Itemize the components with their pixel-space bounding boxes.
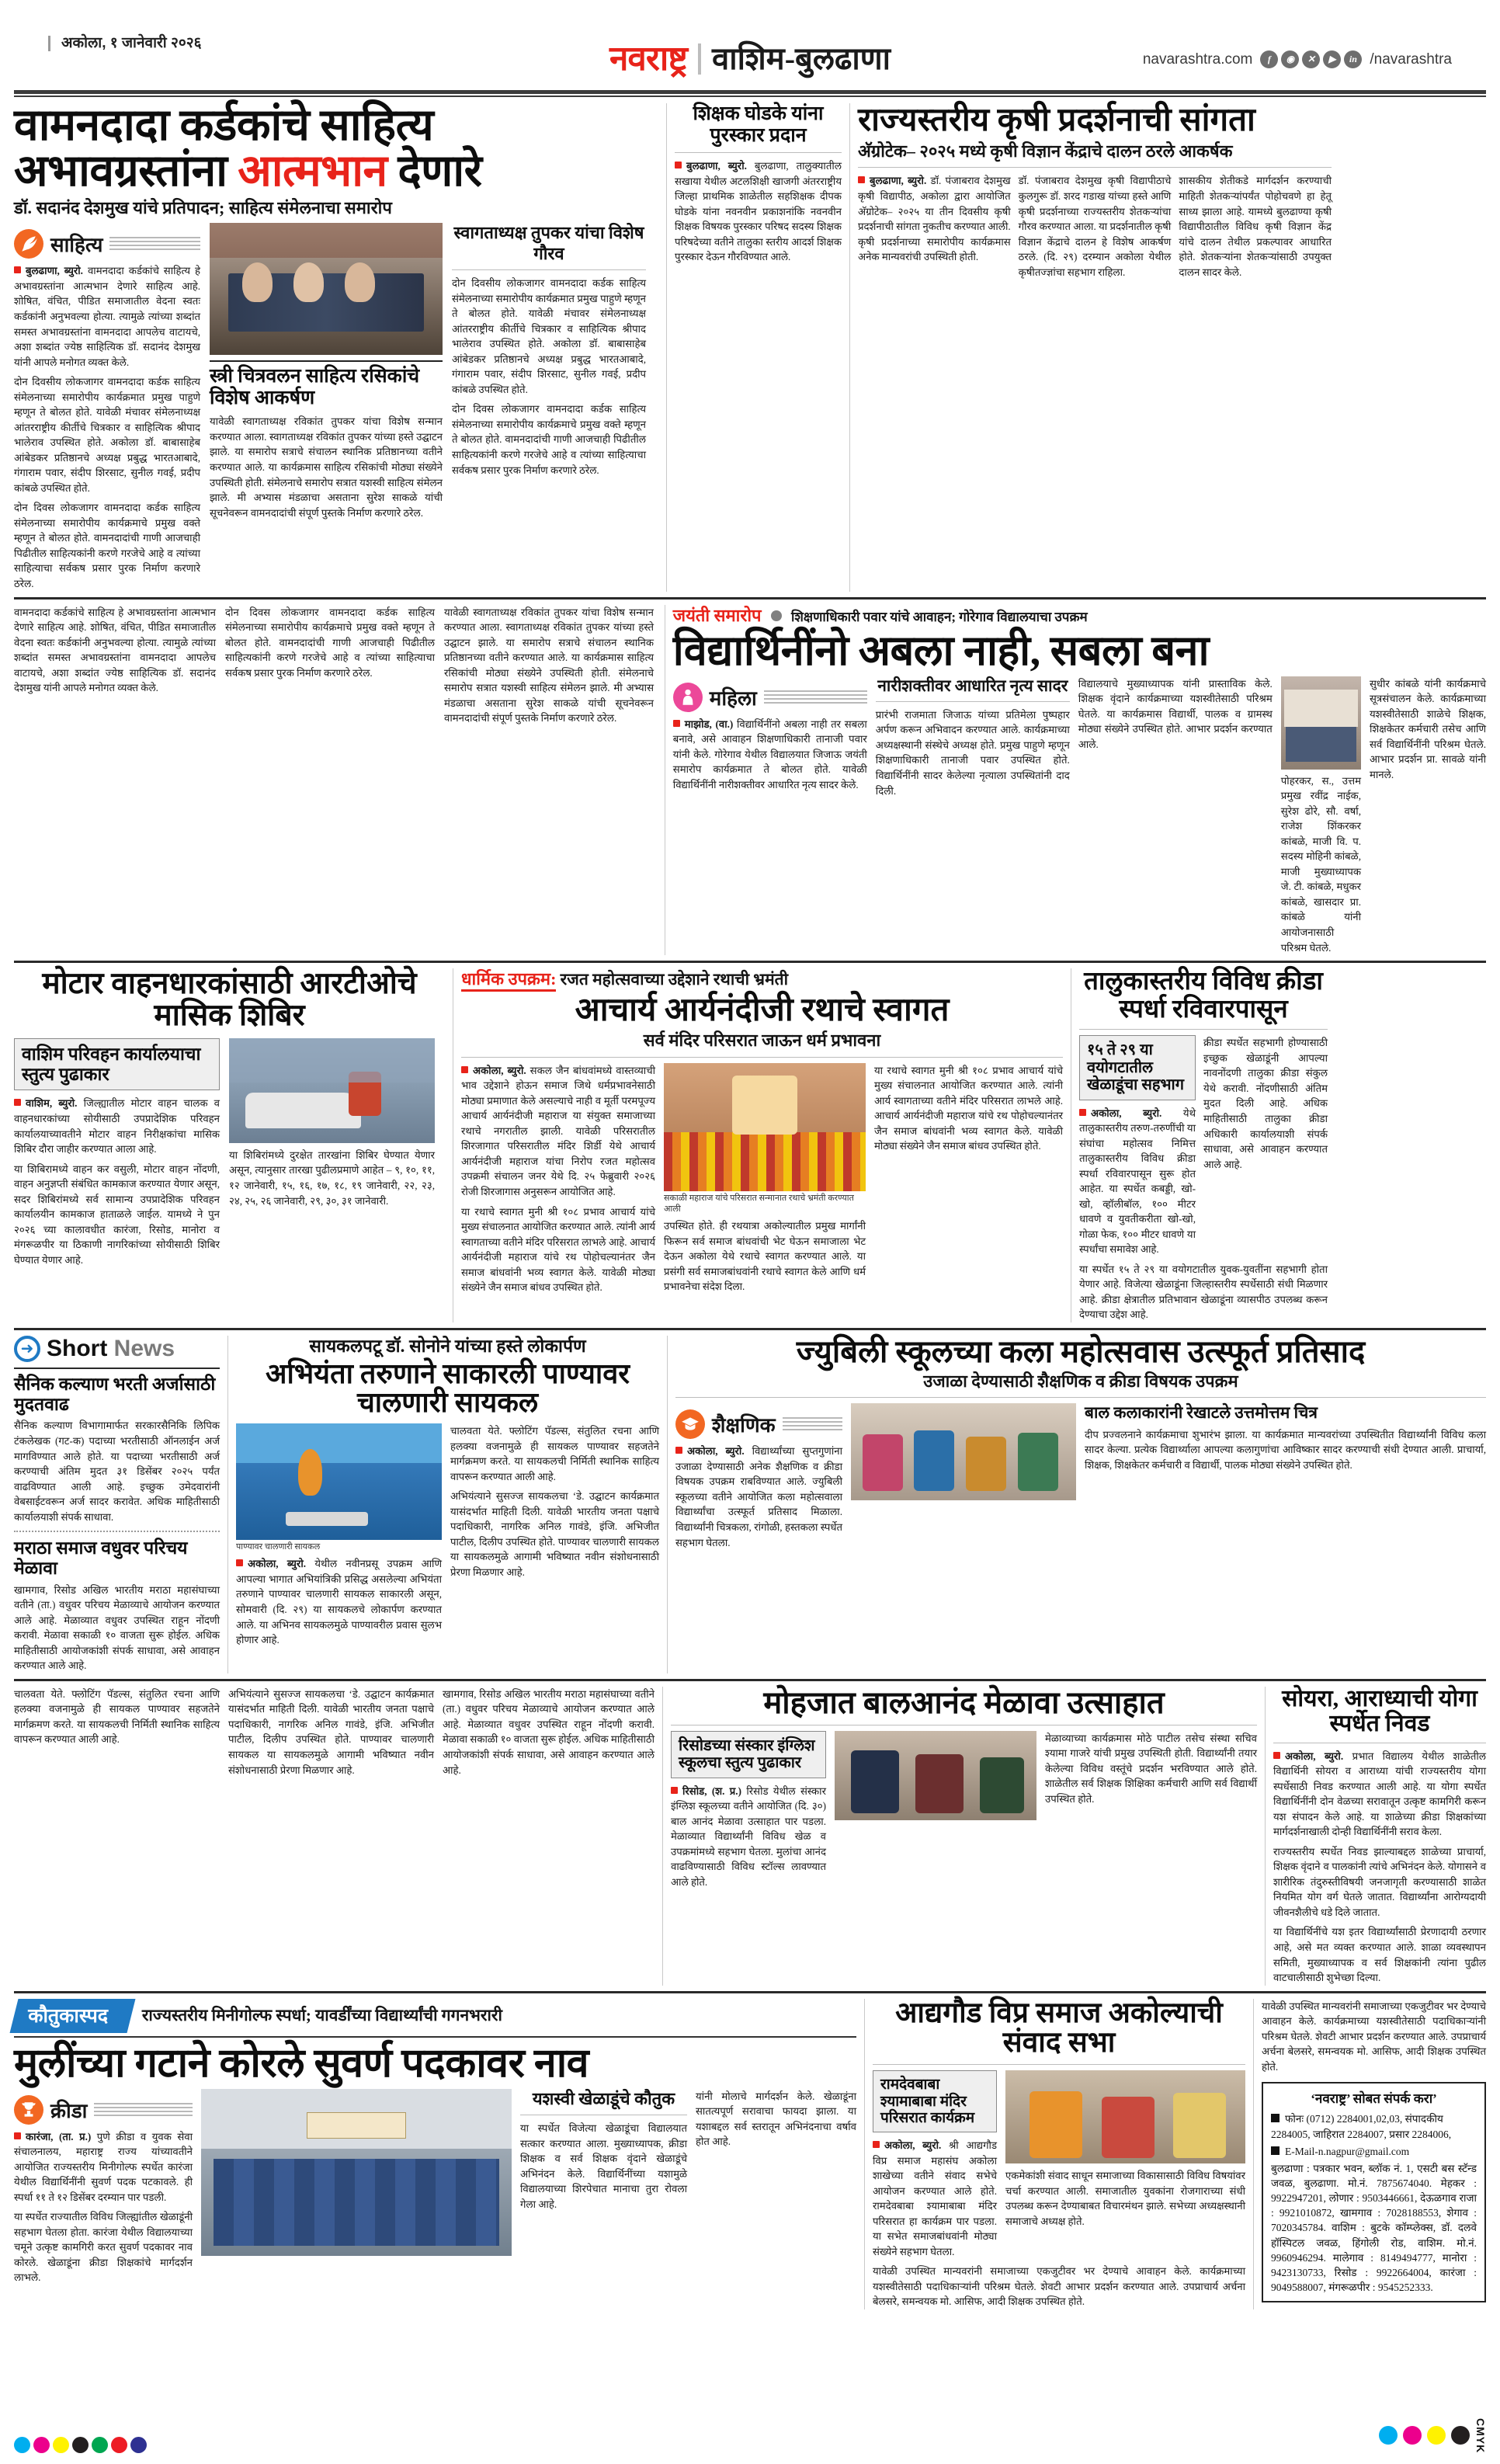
lead-headline-part-a: अभावग्रस्तांना	[14, 147, 238, 196]
mohjat-boxhead-text: रिसोडच्या संस्कार इंग्लिश स्कूलचा स्तुत्य पुढाकार	[679, 1736, 815, 1772]
taluka-body-1-text: येथे तालुकास्तरीय तरुण-तरुणींची या संघांचा महोत्सव निमित्त तालुकास्तरीय विविध क्रीडा स्पर्धा रविवारपासून सुरू होत आहेत. या स्पर्धेत कबड्डी, खो-खो, व्हॉलीबॉल, १०० मीटर धावणे व युवतीकरीता खो-खो, गोळा फेक, १०० मीटर धावणे या स्पर्धांचा समावेश आहे.	[1079, 1107, 1196, 1256]
adigaud-body-1	[873, 2138, 997, 2259]
sabla-headline: विद्यार्थिनींनो अबला नाही, सबला बना	[672, 627, 1210, 674]
x-twitter-icon[interactable]: ✕	[1302, 50, 1320, 68]
rath-body-right	[874, 1063, 1063, 1295]
rath-body-left-2: या रथाचे स्वागत मुनी श्री १०८ प्रभाव आचार्य यांचे मुख्य संचालनात आयोजित करण्यात आले. त्यांनी आर्य स्वागताच्या वतीने मंदिर परिसरात लाभले आहे. आचार्य आर्यनंदीजी महाराज यांचे रथ पोहोचल्यानंतर जैन समाज बांधवांनी भव्य स्वागत केले. यावेळी मोठ्या संख्येने जैन समाज बांधव उपस्थित होते.	[461, 1205, 655, 1294]
top-right-1-dateline: बुलढाणा, ब्युरो.	[675, 160, 747, 172]
jubilee-body-text: विद्यार्थ्यांच्या सुप्तगुणांना उजाळा देण्यासाठी अनेक शैक्षणिक व क्रीडा विषयक उपक्रम राबविण्यात आले. ज्युबिली स्कूलच्या वतीने आयोजित कला महोत्सवाला विद्यार्थ्यांचा उत्स्फूर्त प्रतिसाद मिळाला. विद्यार्थ्यांनी चित्रकला, रांगोळी, हस्तकला स्पर्धेत सहभाग घेतला.	[675, 1445, 842, 1548]
section-label-mahila: महिला	[709, 686, 757, 710]
adigaud-article	[873, 1999, 1245, 2309]
section-label-krida: क्रीडा	[50, 2099, 88, 2122]
badge-lines	[109, 237, 200, 251]
rath-subhead: सर्व मंदिर परिसरात जाऊन धर्म प्रभावना	[643, 1030, 881, 1051]
dot-separator-icon	[771, 610, 782, 621]
rath-tag: धार्मिक उपक्रम:	[461, 969, 556, 992]
cmyk-label: CMYK	[1474, 2417, 1487, 2453]
arrow-circle-icon	[14, 1336, 40, 1362]
section-label: साहित्य	[50, 234, 103, 257]
sabla-photo-col	[1281, 676, 1361, 955]
black-dot	[1451, 2426, 1470, 2445]
fifth-band	[14, 1684, 1486, 1986]
rath-kicker-row	[461, 968, 1063, 990]
cycle-photo	[236, 1423, 442, 1540]
taluka-left	[1079, 1035, 1196, 1256]
soyara-dateline: अकोला, ब्युरो.	[1273, 1750, 1343, 1762]
short-news-2-head: मराठा समाज वधुवर परिचय मेळावा	[14, 1538, 188, 1578]
short-news-title	[47, 1336, 175, 1362]
rto-left	[14, 1038, 220, 1267]
cycle-kicker: सायकलपटू डॉ. सोनोने यांच्या हस्ते लोकार्पण	[309, 1336, 586, 1356]
edition-name: वाशिम-बुलढाणा	[711, 41, 891, 76]
lead-continuation	[14, 605, 657, 956]
sabla-body-3: विद्यालयाचे मुख्याध्यापक यांनी प्रास्ताविक केले. शिक्षक वृंदाने कार्यक्रमाच्या यशस्वीतेसाठी परिश्रम घेतले. या कार्यक्रमास विद्यार्थी, पालक व ग्रामस्थ मोठ्या संख्येने उपस्थित होते. आभार प्रदर्शन करण्यात आले.	[1078, 677, 1273, 750]
lead-headline-part-b: देणारे	[387, 147, 482, 196]
lead-third-body: दोन दिवसीय लोकजागर वामनदादा कर्डक साहित्य संमेलनाच्या समारोपीय कार्यक्रमात प्रमुख पाहुणे म्हणून ते बोलत होते. यावेळी मंचावर संमेलनाध्यक्ष आंतरराष्ट्रीय कीर्तीचे चित्रकार व साहित्यिक श्रीपाद भालेराव उपस्थित होते. अकोला डॉ. बाबासाहेब आंबेडकर प्रतिष्ठानचे अध्यक्ष प्रबुद्ध भारतआबादे, गंगाराम पवार, संदीप शिरसाट, सुनील गवई, प्रदीप कांबळे उपस्थित होते.	[452, 277, 646, 395]
masthead-links	[1143, 50, 1452, 68]
fourth-band	[14, 1333, 1486, 1673]
adigaud-right	[1005, 2070, 1245, 2259]
jubilee-caption-body: दीप प्रज्वलनाने कार्यक्रमाचा शुभारंभ झाला. या कार्यक्रमात मान्यवरांच्या उपस्थितीत विद्यार्थ्यांनी विविध कला सादर केल्या. प्रत्येक विद्यार्थ्याला आपल्या कलागुणांचा आविष्कार सादर करण्याची संधी देण्यात आली. प्राचार्या, शिक्षक, शिक्षकेतर कर्मचारी व विद्यार्थी, पालक मोठ्या संख्येने उपस्थित होते.	[1085, 1428, 1486, 1471]
graduation-cap-icon	[675, 1409, 705, 1439]
jubilee-body	[675, 1444, 842, 1550]
adigaud-body-3: यावेळी उपस्थित मान्यवरांनी समाजाच्या एकजुटीवर भर देण्याचे आवाहन केले. कार्यक्रमाच्या यशस्वीतेसाठी पदाधिकाऱ्यांनी परिश्रम घेतले. शेवटी आभार प्रदर्शन करण्यात आले. उपप्राचार्य अर्चना बेलसरे, समन्वयक मो. आसिफ, आदी शिक्षक उपस्थित होते.	[873, 2265, 1245, 2308]
rath-headline: आचार्य आर्यनंदीजी रथाचे स्वागत	[575, 992, 950, 1029]
lead-body-text-1: वामनदादा कर्डकांचे साहित्य हे अभावग्रस्तांना आत्मभान देणारे साहित्य आहे. शोषित, वंचित, पीडित समाजातील वेदना स्वतः कर्डकांनी अनुभवल्या होत्या. त्यामुळे त्यांच्या शब्दांत समस्त अभावग्रस्तांना वामनदादा आपलेच वाटायचे, अशा शब्दांत ज्येष्ठ साहित्यिक डॉ. सदानंद देशमुख यांनी आपले मनोगत व्यक्त केले.	[14, 265, 200, 368]
soyara-body-3: या विद्यार्थिनींचे यश इतर विद्यार्थ्यांसाठी प्रेरणादायी ठरणार आहे, असे मत व्यक्त करण्यात आले. शाळा व्यवस्थापन समिती, मुख्याध्यापक व सर्व शिक्षकांनी त्यांना पुढील वाटचालीसाठी शुभेच्छा दिल्या.	[1273, 1926, 1486, 1984]
badge-lines-mahila	[764, 690, 867, 704]
jubilee-photo-col	[851, 1403, 1076, 1550]
agro-col-1-text: डॉ. पंजाबराव देशमुख कृषी विद्यापीठ, अकोला द्वारा आयोजित अ‍ॅग्रोटेक– २०२५ या तीन दिवसीय कृषी प्रदर्शनाची सांगता नुकतीच करण्यात आली. कृषी प्रदर्शनाच्या समारोपीय कार्यक्रमास अनेक मान्यवरांची उपस्थिती होती.	[858, 175, 1011, 263]
lead-subhead: डॉ. सदानंद देशमुख यांचे प्रतिपादन; साहित्य संमेलनाचा समारोप	[14, 198, 392, 217]
third-band	[14, 968, 1486, 1322]
contact-email[interactable]: E-Mail-n.nagpur@gmail.com	[1271, 2144, 1477, 2159]
taluka-article	[1079, 968, 1328, 1322]
feather-icon	[14, 229, 43, 259]
soyara-headline: सोयरा, आराध्याची योगा स्पर्धेत निवड	[1282, 1685, 1477, 1737]
golf-caption-col	[520, 2089, 687, 2285]
mohjat-body-2: मेळाव्याच्या कार्यक्रमास मोठे पाटील तसेच संस्था सचिव श्यामा गाजरे यांची प्रमुख उपस्थिती होती. विद्यार्थ्यांनी तयार केलेल्या विविध वस्तूंचे प्रदर्शन भरविण्यात आले होते. शाळेतील सर्व शिक्षक शिक्षिका कर्मचारी आणि सर्व विद्यार्थी उपस्थित होते.	[1045, 1732, 1257, 1805]
jubilee-left	[675, 1403, 842, 1550]
top-band	[14, 103, 1486, 592]
lead-body-3: दोन दिवस लोकजागर वामनदादा कर्डक साहित्य संमेलनाच्या समारोपीय कार्यक्रमाचे प्रमुख वक्ते म्हणून ते बोलत होते. वामनदादांची गाणी आजचाही पिढीतील साहित्यकांनी करणे गरजेचे आहे व त्यांच्या साहित्याचा सर्वकष प्रसार पुरक निर्माण करणारे ठरेल.	[14, 502, 200, 590]
taluka-body-2-text: क्रीडा स्पर्धेत सहभागी होण्यासाठी इच्छुक खेळाडूंनी आपल्या नावनोंदणी तालुका क्रीडा संकुल येथे करावी. नोंदणीसाठी अंतिम मुदत दिली आहे. अधिक माहितीसाठी तालुका क्रीडा अधिकारी कार्यालयाशी संपर्क साधावा, असे आवाहन करण्यात आले आहे.	[1203, 1037, 1328, 1170]
golf-tag-badge	[10, 1999, 136, 2033]
sabla-article	[673, 605, 1486, 956]
golf-dateline: कारंजा, (ता. प्र.)	[14, 2131, 91, 2143]
jubilee-caption-head: बाल कलाकारांनी रेखाटले उत्तमोत्तम चित्र	[1085, 1403, 1318, 1423]
cycle-body-1-text: येथील नवीनप्रसू उपक्रम आणि आपल्या भागात अभियांत्रिकी प्रसिद्ध असलेल्या अभियंता तरुणाने पाण्यावर चालणारी सायकल साकारली असून, सोमवारी (दि. २९) या सायकलचे लोकार्पण करण्यात आले. या अभिनव सायकलमुळे पाण्यावरील प्रवास सुलभ होणार आहे.	[236, 1558, 443, 1646]
mohjat-dateline: रिसोड, (श. प्र.)	[671, 1785, 741, 1797]
top-right-1-headline: शिक्षक घोडके यांना पुरस्कार प्रदान	[693, 103, 824, 146]
top-right-1-text: बुलढाणा, तालुक्यातील सखाया येथील अटलशिक्षी खाजगी अंतरराष्ट्रीय जिल्हा प्राथमिक शाळेतील सहशिक्षक दीपक घोडके यांना नवनवीन प्रकाशनांकि नवनवीन शिक्षक विषयक पुरस्कार परिषद सदस्य शिक्षक परिषदेच्या वतीने तालुका स्तरीय आदर्श शिक्षक पुरस्कार देऊन गौरविण्यात आले.	[675, 160, 842, 263]
jubilee-subhead: उजाळा देण्यासाठी शैक्षणिक व क्रीडा विषयक उपक्रम	[923, 1371, 1238, 1391]
facebook-icon[interactable]: f	[1260, 50, 1278, 68]
linkedin-icon[interactable]: in	[1344, 50, 1362, 68]
lead-third-body-2: दोन दिवस लोकजागर वामनदादा कर्डक साहित्य संमेलनाच्या समारोपीय कार्यक्रमाचे प्रमुख वक्ते म्हणून ते बोलत होते. वामनदादांची गाणी आजचाही पिढीतील साहित्यकांनी करणे गरजेचे आहे व त्यांच्या साहित्याचा सर्वकष प्रसार पुरक निर्माण करणारे ठरेल.	[452, 403, 646, 476]
trophy-icon	[14, 2095, 43, 2125]
sabla-tag: जयंती समारोप	[672, 605, 762, 625]
rto-body-1-text: जिल्ह्यातील मोटार वाहन चालक व वाहनधारकांच्या सोयीसाठी उपप्रादेशिक परिवहन कार्यालयाच्यावतीने मोटार वाहन निरीक्षकांचा मासिक शिबिर दौरा जाहीर करण्यात आला आहे.	[14, 1097, 220, 1156]
mohjat-body-1	[671, 1784, 826, 1890]
rath-dateline: अकोला, ब्युरो.	[461, 1065, 526, 1076]
short-news-2-body: खामगाव, रिसोड अखिल भारतीय मराठा महासंघाच्या वतीने (ता.) वधुवर परिचय मेळाव्याचे आयोजन करण्यात आले आहे. मेळाव्यात वधुवर उपस्थित राहून नोंदणी करावी. मेळावा सकाळी १० वाजता सुरू होईल. अधिक माहितीसाठी आयोजकांशी संपर्क साधावा, असे आवाहन करण्यात आले आहे.	[14, 1583, 220, 1672]
band-divider-4	[14, 1679, 1486, 1681]
lead-headline-line1: वामनदादा कर्डकांचे साहित्य	[14, 101, 434, 150]
short-news-item[interactable]	[14, 1538, 220, 1673]
lead-photo-caption: स्वागताध्यक्ष तुपकर यांचा विशेष गौरव	[453, 223, 644, 263]
rath-photo	[664, 1063, 866, 1191]
taluka-headline: तालुकास्तरीय विविध क्रीडा स्पर्धा रविवारपासून	[1084, 968, 1323, 1023]
lead-cont-2: दोन दिवस लोकजागर वामनदादा कर्डक साहित्य संमेलनाच्या समारोपीय कार्यक्रमाचे प्रमुख वक्ते म्हणून ते बोलत होते. वामनदादांची गाणी आजचाही पिढीतील साहित्यकांनी करणे गरजेचे आहे व त्यांच्या साहित्याचा सर्वकष प्रसार पुरक निर्माण करणारे ठरेल.	[225, 606, 435, 679]
taluka-body-2	[1203, 1035, 1328, 1256]
short-news-item[interactable]	[14, 1374, 220, 1524]
second-band	[14, 605, 1486, 956]
cycle-dateline: अकोला, ब्युरो.	[236, 1558, 306, 1569]
taluka-body-3: या स्पर्धेत १५ ते २९ या वयोगटातील युवक-युवतींना सहभागी होता येणार आहे. विजेत्या खेळाडूंना जिल्हास्तरीय स्पर्धेसाठी संधी मिळणार आहे. क्रीडा क्षेत्रातील प्रतिभावान खेळाडूंना व्यासपीठ उपलब्ध करून देण्याचा उद्देश आहे.	[1079, 1263, 1328, 1321]
cycle-body-2: चालवता येते. फ्लोटिंग पॅडल्स, संतुलित रचना आणि हलक्या वजनामुळे ही सायकल पाण्यावर सहजतेने मार्गक्रमण करते. या सायकलची निर्मिती स्थानिक साहित्य वापरून करण्यात आली आहे.	[450, 1425, 659, 1482]
sabla-body-4: पोहरकर, स., उत्तम प्रमुख रवींद्र नाईक, सुरेश ढोरे, सौ. वर्षा, राजेश शिंकरकर कांबळे, माजी वि. प. सदस्य मोहिनी कांबळे, माजी मुख्याध्यापक जे. टी. कांबळे, मधुकर कांबळे, खासदार प्रा. कांबळे यांनी आयोजनासाठी परिश्रम घेतले.	[1280, 774, 1361, 954]
badge-lines-shaikshanik	[783, 1417, 842, 1431]
cyan-dot	[1379, 2426, 1398, 2445]
cycle-body-1	[236, 1556, 442, 1647]
golf-kicker: राज्यस्तरीय मिनीगोल्फ स्पर्धा; यावर्डींच्या विद्यार्थ्यांची गगनभरारी	[141, 2006, 502, 2025]
website-url[interactable]: navarashtra.com	[1142, 50, 1253, 68]
short-news-header	[14, 1336, 220, 1362]
adigaud-left	[873, 2070, 997, 2259]
sabla-kicker: शिक्षणाधिकारी पवार यांचे आवाहन; गोरेगाव विद्यालयाचा उपक्रम	[791, 609, 1088, 624]
fifth-filler-1: चालवता येते. फ्लोटिंग पॅडल्स, संतुलित रचना आणि हलक्या वजनामुळे ही सायकल पाण्यावर सहजतेने मार्गक्रमण करते. या सायकलची निर्मिती स्थानिक साहित्य वापरून करण्यात आली आहे.	[14, 1687, 220, 1746]
section-badge-krida[interactable]	[14, 2095, 193, 2125]
lead-third-col	[452, 223, 646, 591]
lead-dateline: बुलढाणा, ब्युरो.	[14, 265, 83, 276]
adigaud-dateline: अकोला, ब्युरो.	[873, 2139, 941, 2151]
social-handle[interactable]: /navarashtra	[1370, 50, 1452, 68]
jubilee-photo	[851, 1403, 1076, 1500]
contact-title: ‘नवराष्ट्र’ सोबत संपर्क करा’	[1311, 2091, 1437, 2107]
sabla-subhead: नारीशक्तीवर आधारित नृत्य सादर	[877, 676, 1068, 695]
section-badge-mahila[interactable]	[673, 683, 867, 712]
rto-boxhead	[14, 1038, 220, 1091]
cycle-headline: अभियंता तरुणाने साकारली पाण्यावर चालणारी सायकल	[266, 1357, 630, 1419]
adigaud-boxhead	[873, 2070, 997, 2132]
rto-body-1	[14, 1096, 220, 1156]
social-icons	[1260, 50, 1362, 68]
rath-body-left-text: सकल जैन बांधवांमध्ये वास्तव्याची भाव उद्देशाने होऊन समाज जिथे धर्मप्रभावनेसाठी मोठ्या प्रमाणात केले असल्याचे नाही व मूर्ती परमपूज्य आचार्य आर्यनंदीजी महाराज या संयुक्त समाजाच्या रथाचे नगरातील झाली. यावेळी परिसरातील शिरजागात परिसरातील मंदिर शिर्डी येथे आचार्य आर्यनंदीजी महाराज यांचा निरोप रजत महोत्सव उपक्रमी संचालन जनर येथे दि. २५ फेब्रुवारी २०२६ रोजी शिरजागास अनुसरून आयोजित आहे.	[461, 1064, 655, 1197]
agro-body-col-3: शासकीय शेतीकडे मार्गदर्शन करण्याची माहिती शेतकऱ्यांपर्यंत पोहोचवणे हा हेतू साध्य झाला आहे. यामध्ये बुलढाण्या कृषी विद्यापीठातील विविध कृषी विज्ञान केंद्र यांचे दालन तेथील प्रकल्पावर आधारित होते. शेतकऱ्यांना शेतकऱ्यांसाठी उपयुक्त दालन सादर केले.	[1179, 175, 1332, 278]
logo-divider	[698, 43, 701, 75]
agro-body-col-1	[858, 173, 1011, 280]
section-badge-sahitya[interactable]	[14, 229, 200, 259]
cmyk-registration	[1379, 2418, 1486, 2453]
yellow-dot	[1427, 2426, 1446, 2445]
contact-phone[interactable]: फोनः (0712) 2284001,02,03, संपादकीय 2284005, जाहिरात 2284007, प्रसार 2284006,	[1271, 2111, 1477, 2141]
fifth-filler-3: खामगाव, रिसोड अखिल भारतीय मराठा महासंघाच्या वतीने (ता.) वधुवर परिचय मेळाव्याचे आयोजन करण्यात आले आहे. मेळाव्यात वधुवर उपस्थित राहून नोंदणी करावी. मेळावा सकाळी १० वाजता सुरू होईल. अधिक माहितीसाठी आयोजकांशी संपर्क साधावा, असे आवाहन करण्यात आले आहे.	[443, 1687, 655, 1776]
lead-cont-3: यावेळी स्वागताध्यक्ष रविकांत तुपकर यांचा विशेष सन्मान करण्यात आला. स्वागताध्यक्ष रविकांत तुपकर यांच्या हस्ते उद्घाटन झाले. या समारोप सत्राचे संचालन स्थानिक प्रतिष्ठानच्या वतीने करण्यात आले. या कार्यक्रमास साहित्य रसिकांची मोठ्या संख्येने उपस्थिती होती. संमेलनाचे समारोप सत्रात यशस्वी साहित्य संमेलन झाले. मी अभ्यास मंडळाचा असताना सुरेश साकळे यांची सूचनेवरून वामनदादांची संपूर्ण पुस्तके निर्माण करणारे ठरेल.	[444, 606, 654, 725]
adigaud-body-1-text: श्री आद्यगौड विप्र समाज महासंघ अकोला शाखेच्या वतीने संवाद सभेचे आयोजन करण्यात आले होते. रामदेवबाबा श्यामाबाबा मंदिर परिसरात हा कार्यक्रम पार पडला. या सभेत समाजबांधवांनी मोठ्या संख्येने सहभाग घेतला.	[873, 2139, 997, 2257]
side-article-1-headline: स्त्री चित्रवलन साहित्य रसिकांचे विशेष आकर्षण	[210, 360, 443, 409]
masthead	[14, 0, 1486, 87]
golf-tag-text: कौतुकास्पद	[28, 2005, 109, 2027]
magenta-dot	[1403, 2426, 1422, 2445]
sabla-body-1	[673, 717, 867, 793]
rath-left	[461, 1063, 655, 1295]
short-news-title-b: News	[113, 1335, 175, 1361]
agro-dateline: बुलढाणा, ब्युरो.	[858, 175, 926, 186]
mohjat-photo-col	[835, 1731, 1036, 1890]
section-label-shaikshanik: शैक्षणिक	[712, 1414, 776, 1437]
contact-offices: बुलढाणा : पत्रकार भवन, ब्लॉक नं. 1, एसटी बस स्टॅन्ड जवळ, बुलढाणा. मो.नं. 7875674040. मेहकर : 9922947201, लोणार : 9503446661, देऊळगाव राजा : 9921010872, खामगाव : 7028188553, शेगाव : 7020345784. वाशिम : बुटके कॉम्प्लेक्स, डॉ. दलवे हॉस्पिटल जवळ, हिंगोली रोड, वाशिम. मो.नं. 9960946294. मालेगाव : 8149494777, मानोरा : 9423130733, रिसोड : 9922664004, कारंजा : 9049588007, मंगरूळपीर : 9545252333.	[1271, 2162, 1477, 2294]
print-color-swatches	[14, 2437, 147, 2453]
band-divider-3	[14, 1328, 1486, 1330]
golf-photo-col	[201, 2089, 512, 2285]
cycle-article	[236, 1336, 659, 1673]
agro-subhead: अ‍ॅग्रोटेक– २०२५ मध्ये कृषी विज्ञान केंद्राचे दालन ठरले आकर्षक	[858, 141, 1233, 162]
cycle-caption: पाण्यावर चालणारी सायकल	[236, 1542, 321, 1552]
rath-caption: सकाळी महाराज यांचे परिसरात सन्मानात रथाचे भ्रमंती करण्यात आली	[664, 1193, 854, 1215]
golf-body-3: यांनी मोलाचे मार्गदर्शन केले. खेळाडूंना सातत्यपूर्ण सरावाचा फायदा झाला. या यशाबद्दल सर्व स्तरातून अभिनंदनाचा वर्षाव होत आहे.	[696, 2090, 856, 2148]
masthead-rule-thick	[14, 90, 1486, 94]
short-news-block	[14, 1336, 220, 1673]
rto-boxhead-text: वाशिम परिवहन कार्यालयाचा स्तुत्य पुढाकार	[22, 1044, 201, 1084]
cycle-photo-col	[236, 1423, 442, 1647]
badge-lines-krida	[94, 2103, 193, 2117]
taluka-boxhead-text: १५ ते २९ या वयोगटातील खेळाडूंचा सहभाग	[1087, 1041, 1184, 1094]
sabla-body-5: सुधीर कांबळे यांनी कार्यक्रमाचे सूत्रसंचालन केले. कार्यक्रमाच्या यशस्वीतेसाठी शाळेचे शिक्षक, शिक्षकेतर कर्मचारी तसेच आणि सर्व विद्यार्थिनींनी परिश्रम घेतले. आभार प्रदर्शन प्रा. सावळे यांनी मानले.	[1370, 677, 1486, 780]
golf-body-2: या स्पर्धेत राज्यातील विविध जिल्ह्यांतील खेळाडूंनी सहभाग घेतला होता. कारंजा येथील विद्यालयाच्या चमूने उत्कृष्ट कामगिरी करत सुवर्ण पदकावर नाव कोरले. खेळाडूंना क्रीडा शिक्षकांचे मार्गदर्शन लाभले.	[14, 2211, 193, 2284]
rto-dateline: वाशिम, ब्युरो.	[14, 1097, 77, 1109]
masthead-rule-thin	[14, 96, 1486, 97]
brand-name: नवराष्ट्र	[609, 40, 687, 78]
lead-story	[14, 103, 658, 592]
sabla-kicker-row	[673, 605, 1486, 627]
jubilee-dateline: अकोला, ब्युरो.	[675, 1445, 745, 1457]
jubilee-caption-col	[1085, 1403, 1486, 1550]
rto-article	[14, 968, 445, 1322]
short-news-title-a: Short	[47, 1335, 108, 1361]
contact-column	[1262, 1999, 1486, 2309]
rath-body-right-text: या रथाचे स्वागत मुनी श्री १०८ प्रभाव आचार्य यांचे मुख्य संचालनात आयोजित करण्यात आले. त्यांनी आर्य स्वागताच्या वतीने मंदिर परिसरात लाभले आहे. आचार्य आर्यनंदीजी महाराज यांचे रथ पोहोचल्यानंतर जैन समाज बांधवांनी भव्य स्वागत केले. यावेळी मोठ्या संख्येने जैन समाज बांधव उपस्थित होते.	[874, 1064, 1063, 1152]
mohjat-boxhead	[671, 1731, 826, 1778]
lead-body-1	[14, 263, 200, 370]
golf-body-1	[14, 2129, 193, 2205]
taluka-dateline: अकोला, ब्युरो.	[1079, 1107, 1161, 1119]
top-right-article-2	[858, 103, 1332, 592]
sabla-left	[673, 676, 867, 955]
cycle-body-3: अभियंत्याने सुसज्ज सायकलचा ‘डे. उद्घाटन कार्यक्रमात यासंदर्भात माहिती दिली. यावेळी भारतीय जनता पक्षाचे पदाधिकारी, नागरिक अनिल गावंडे, इंजि. अभिजीत पाटील, दिलीप उपस्थित होते. पाण्यावर चालणारी सायकल या सायकलमुळे आगामी भविष्यात नवीन संशोधनासाठी प्रेरणा मिळणार आहे.	[450, 1490, 659, 1578]
rto-headline: मोटार वाहनधारकांसाठी आरटीओचे मासिक शिबिर	[42, 967, 417, 1033]
adigaud-body-2: एकमेकांशी संवाद साधून समाजाच्या विकासासाठी विविध विषयांवर चर्चा करण्यात आली. समाजातील युवकांना रोजगाराच्या संधी उपलब्ध करून देण्याबाबत विचारमंथन झाले. सभेच्या अध्यक्षस्थानी समाजाचे अध्यक्ष होते.	[1005, 2170, 1245, 2227]
rto-photo	[229, 1038, 435, 1143]
lead-photo-col	[210, 223, 443, 591]
top-right-article-1	[675, 103, 842, 592]
rath-body-left	[461, 1063, 655, 1200]
lead-body-2: दोन दिवसीय लोकजागर वामनदादा कर्डक साहित्य संमेलनाच्या समारोपीय कार्यक्रमात प्रमुख पाहुणे म्हणून ते बोलत होते. यावेळी मंचावर संमेलनाध्यक्ष आंतरराष्ट्रीय कीर्तीचे चित्रकार व साहित्यिक श्रीपाद भालेराव उपस्थित होते. अकोला डॉ. बाबासाहेब आंबेडकर प्रतिष्ठानचे अध्यक्ष प्रबुद्ध भारतआबादे, गंगाराम पवार, संदीप शिरसाट, सुनील गवई, प्रदीप कांबळे उपस्थित होते.	[14, 376, 200, 494]
jubilee-headline: ज्युबिली स्कूलच्या कला महोत्सवास उत्स्फूर्त प्रतिसाद	[796, 1333, 1366, 1369]
sabla-mid	[876, 676, 1070, 955]
lead-headline-line2	[14, 147, 658, 196]
mohjat-body-1-text: रिसोड येथील संस्कार इंग्लिश स्कूलच्या वतीने आयोजित (दि. ३०) बाल आनंद मेळावा उत्साहात पार पडला. मेळाव्यात विद्यार्थ्यांनी विविध खेळ व उपक्रमांमध्ये सहभाग घेतला. मुलांचा आनंद वाढविण्यासाठी विविध स्टॉल्स लावण्यात आले होते.	[671, 1785, 826, 1888]
lead-headline-highlight: आत्मभान	[238, 147, 387, 196]
fifth-left-filler	[14, 1687, 655, 1986]
rto-body-2: या शिबिरामध्ये वाहन कर वसुली, मोटार वाहन नोंदणी, वाहन अनुज्ञप्ती संबंधित कामकाज करण्यात येणार असून, सदर शिबिरांमध्ये सर्व सामान्य उपप्रादेशिक परिवहन कार्यालयीन कामकाज हाताळले जाईल. यामध्ये ने पुन २०२६ च्या कालावधीत कारंजा, रिसोड, मानोरा व मंगरूळपीर या ठिकाणी नागरिकांच्या सोयीसाठी शिबिर घेण्यात येणार आहे.	[14, 1162, 220, 1266]
agro-headline: राज्यस्तरीय कृषी प्रदर्शनाची सांगता	[858, 103, 1255, 138]
agro-body-col-2: डॉ. पंजाबराव देशमुख कृषी विद्यापीठाचे कुलगुरू डॉ. शरद गडाख यांच्या हस्ते आणि कृषी प्रदर्शनाच्या राज्यस्तरीय शेतकऱ्यांचा गौरव करण्यात आला. या प्रदर्शनातील कृषी विज्ञान केंद्राचे दालन हे विशेष आकर्षण ठरले. (दि. २९) दरम्यान अकोला येथील कृषीतज्ज्ञांचा सहभाग राहिला.	[1018, 175, 1172, 278]
woman-icon	[673, 683, 703, 712]
contact-preamble: यावेळी उपस्थित मान्यवरांनी समाजाच्या एकजुटीवर भर देण्याचे आवाहन केले. कार्यक्रमाच्या यशस्वीतेसाठी पदाधिकाऱ्यांनी परिश्रम घेतले. शेवटी आभार प्रदर्शन करण्यात आले. उपप्राचार्य अर्चना बेलसरे, समन्वयक मो. आसिफ, आदी शिक्षक उपस्थित होते.	[1262, 2000, 1486, 2073]
soyara-body-2: राज्यस्तरीय स्पर्धेत निवड झाल्याबद्दल शाळेच्या प्राचार्या, शिक्षक वृंदाने व पालकांनी त्यांचे अभिनंदन केले. योगासने व शारीरिक तंदुरुस्तीविषयी जनजागृती करण्यासाठी शाळेत नियमित योग वर्ग घेतले जातात. विद्यार्थ्यांना आरोग्यदायी जीवनशैलीचे धडे दिले जातात.	[1273, 1845, 1486, 1918]
masthead-logo[interactable]	[609, 42, 891, 76]
soyara-body-1-text: प्रभात विद्यालय येथील शाळेतील विद्यार्थिनी सोयरा व आराध्या यांची राज्यस्तरीय योगा स्पर्धेसाठी निवड करण्यात आली आहे. या योगा स्पर्धेत विद्यार्थिनींनी दोन वेळच्या सरावातून उत्कृष्ट कामगिरी करून यश संपादन केले आहे. या शाळेच्या क्रीडा शिक्षकांच्या मार्गदर्शनाखाली दोन्ही विद्यार्थिनींनी सराव केला.	[1273, 1750, 1486, 1838]
rath-kicker: रजत महोत्सवाच्या उद्देशाने रथाची भ्रमंती	[560, 970, 789, 989]
rto-schedule: या शिबिरांमध्ये दुरक्षेत तारखांना शिबिर घेण्यात येणार असून, त्यानुसार तारखा पुढीलप्रमाणे आहेत – ९, १०, ११, १२ जानेवारी, १५, १६, १७, १८, १९ जानेवारी, २२, २३, २४, २५, २६ जानेवारी, २९, ३०, ३१ जानेवारी.	[229, 1149, 435, 1207]
mohjat-photo	[835, 1731, 1036, 1820]
mohjat-article	[671, 1684, 1257, 1986]
mohjat-left	[671, 1731, 826, 1890]
fifth-filler-2: अभियंत्याने सुसज्ज सायकलचा ‘डे. उद्घाटन कार्यक्रमात यासंदर्भात माहिती दिली. यावेळी भारतीय जनता पक्षाचे पदाधिकारी, नागरिक अनिल गावंडे, इंजि. अभिजीत पाटील, दिलीप उपस्थित होते. पाण्यावर चालणारी सायकल या सायकलमुळे आगामी भविष्यात नवीन संशोधनासाठी प्रेरणा मिळणार आहे.	[228, 1687, 434, 1776]
golf-caption: यशस्वी खेळाडूंचे कौतुक	[532, 2088, 675, 2108]
rath-article	[461, 968, 1063, 1322]
golf-body-1-text: पुणे क्रीडा व युवक सेवा संचालनालय, महाराष्ट्र राज्य यांच्यावतीने आयोजित राज्यस्तरीय मिनीगोल्फ स्पर्धेत कारंजा येथील विद्यार्थिनींनी सुवर्ण पदक पटकावले. ही स्पर्धा ११ ते १२ डिसेंबर दरम्यान पार पडली.	[14, 2130, 193, 2203]
rath-body-mid: उपस्थित होते. ही रथयात्रा अकोल्यातील प्रमुख मार्गांनी फिरून सर्व समाज बांधवांची भेट घेऊन समाजाला भेट देऊन अकोला येथे रथाचे स्वागत करण्यात आले. या प्रसंगी सर्व समाजबांधवांनी रथाचे स्वागत केले आणि धर्म प्रभावनेचा संदेश दिला.	[664, 1220, 866, 1293]
section-badge-shaikshanik[interactable]	[675, 1409, 842, 1439]
cycle-body-col	[450, 1423, 659, 1647]
lead-photo	[210, 223, 443, 355]
sabla-dateline: माझोड, (वा.)	[673, 718, 734, 730]
youtube-icon[interactable]: ▶	[1323, 50, 1341, 68]
taluka-body-1	[1079, 1106, 1196, 1257]
adigaud-headline: आद्यगौड विप्र समाज अकोल्याची संवाद सभा	[895, 1997, 1223, 2059]
taluka-boxhead	[1079, 1035, 1196, 1100]
golf-left	[14, 2089, 193, 2285]
publication-date: अकोला, १ जानेवारी २०२६	[48, 36, 202, 52]
instagram-icon[interactable]: ◉	[1281, 50, 1299, 68]
sabla-body-2: प्रारंभी राजमाता जिजाऊ यांच्या प्रतिमेला पुष्पहार अर्पण करून अभिवादन करण्यात आले. कार्यक्रमाच्या अध्यक्षस्थानी संस्थेचे अध्यक्ष होते. प्रमुख पाहुणे म्हणून शिक्षणाधिकारी तानाजी पवार उपस्थित होते. विद्यार्थिनींनी सादर केलेल्या नृत्याला उपस्थितांनी दाद दिली.	[875, 708, 1070, 797]
golf-article	[14, 1999, 856, 2309]
band-divider-2	[14, 961, 1486, 963]
short-news-1-head: सैनिक कल्याण भरती अर्जासाठी मुदतवाढ	[14, 1374, 216, 1414]
mohjat-headline: मोहजात बालआनंद मेळावा उत्साहात	[763, 1684, 1165, 1720]
soyara-body-1	[1273, 1749, 1486, 1840]
contact-box	[1262, 2082, 1486, 2302]
golf-photo	[201, 2089, 512, 2256]
band-divider-1	[14, 597, 1486, 599]
golf-headline: मुलींच्या गटाने कोरले सुवर्ण पदकावर नाव	[14, 2041, 589, 2086]
short-news-1-body: सैनिक कल्याण विभागामार्फत सरकारसैनिकि लिपिक टंकलेखक (गट-क) पदाच्या भरतीसाठी ऑनलाईन अर्ज मागविण्यात आले होते. या पदाच्या भरतीसाठी अर्ज करण्याची अंतिम मुदत ३१ डिसेंबर २०२५ पर्यंत वाढविण्यात आली आहे. इच्छुक उमेदवारांनी वेबसाईटवरून अर्ज सादर करावेत. अधिक माहितीसाठी कार्यालयाशी संपर्क साधावा.	[14, 1420, 220, 1523]
bottom-band	[14, 1999, 1486, 2309]
band-divider-5	[14, 1991, 1486, 1993]
rto-right	[229, 1038, 435, 1267]
adigaud-boxhead-text: रामदेवबाबा श्यामाबाबा मंदिर परिसरात कार्यक्रम	[880, 2077, 975, 2126]
sabla-photo	[1281, 676, 1361, 770]
lead-left-col	[14, 223, 200, 591]
lead-cont-1: वामनदादा कर्डकांचे साहित्य हे अभावग्रस्तांना आत्मभान देणारे साहित्य आहे. शोषित, वंचित, पीडित समाजातील वेदना स्वतः कर्डकांनी अनुभवल्या होत्या. त्यामुळे त्यांच्या शब्दांत समस्त अभावग्रस्तांना वामनदादा आपलेच वाटायचे, अशा शब्दांत ज्येष्ठ साहित्यिक डॉ. सदानंद देशमुख यांनी आपले मनोगत व्यक्त केले.	[14, 606, 216, 694]
side-article-1-body: यावेळी स्वागताध्यक्ष रविकांत तुपकर यांचा विशेष सन्मान करण्यात आला. स्वागताध्यक्ष रविकांत तुपकर यांच्या हस्ते उद्घाटन झाले. या समारोप सत्राचे संचालन स्थानिक प्रतिष्ठानच्या वतीने करण्यात आले. या कार्यक्रमास साहित्य रसिकांची मोठ्या संख्येने उपस्थिती होती. संमेलनाचे समारोप सत्रात यशस्वी साहित्य संमेलन झाले. मी अभ्यास मंडळाचा असताना सुरेश साकळे यांची सूचनेवरून वामनदादांची संपूर्ण पुस्तके निर्माण करणारे ठरेल.	[210, 415, 443, 519]
top-right-1-body	[675, 158, 842, 265]
rath-mid	[664, 1063, 866, 1295]
jubilee-article	[675, 1333, 1486, 1673]
soyara-article	[1273, 1687, 1486, 1986]
golf-caption-body: या स्पर्धेत विजेत्या खेळाडूंचा विद्यालयात सत्कार करण्यात आला. मुख्याध्यापक, क्रीडा शिक्षक व सर्व शिक्षक वृंदाने खेळाडूंचे अभिनंदन केले. विद्यार्थिनींच्या यशामुळे विद्यालयाच्या शिरपेचात मानाचा तुरा रोवला गेला आहे.	[520, 2122, 687, 2210]
sabla-body-1-text: विद्यार्थिनींनो अबला नाही तर सबला बनावे, असे आवाहन शिक्षणाधिकारी तानाजी पवार यांनी केले. गोरेगाव येथील विद्यालयात जिजाऊ जयंती समारोप कार्यक्रमात ते बोलत होते. यावेळी विद्यार्थिनींनी नारीशक्तीवर आधारित नृत्य सादर केले.	[672, 718, 867, 791]
adigaud-photo	[1005, 2070, 1245, 2163]
